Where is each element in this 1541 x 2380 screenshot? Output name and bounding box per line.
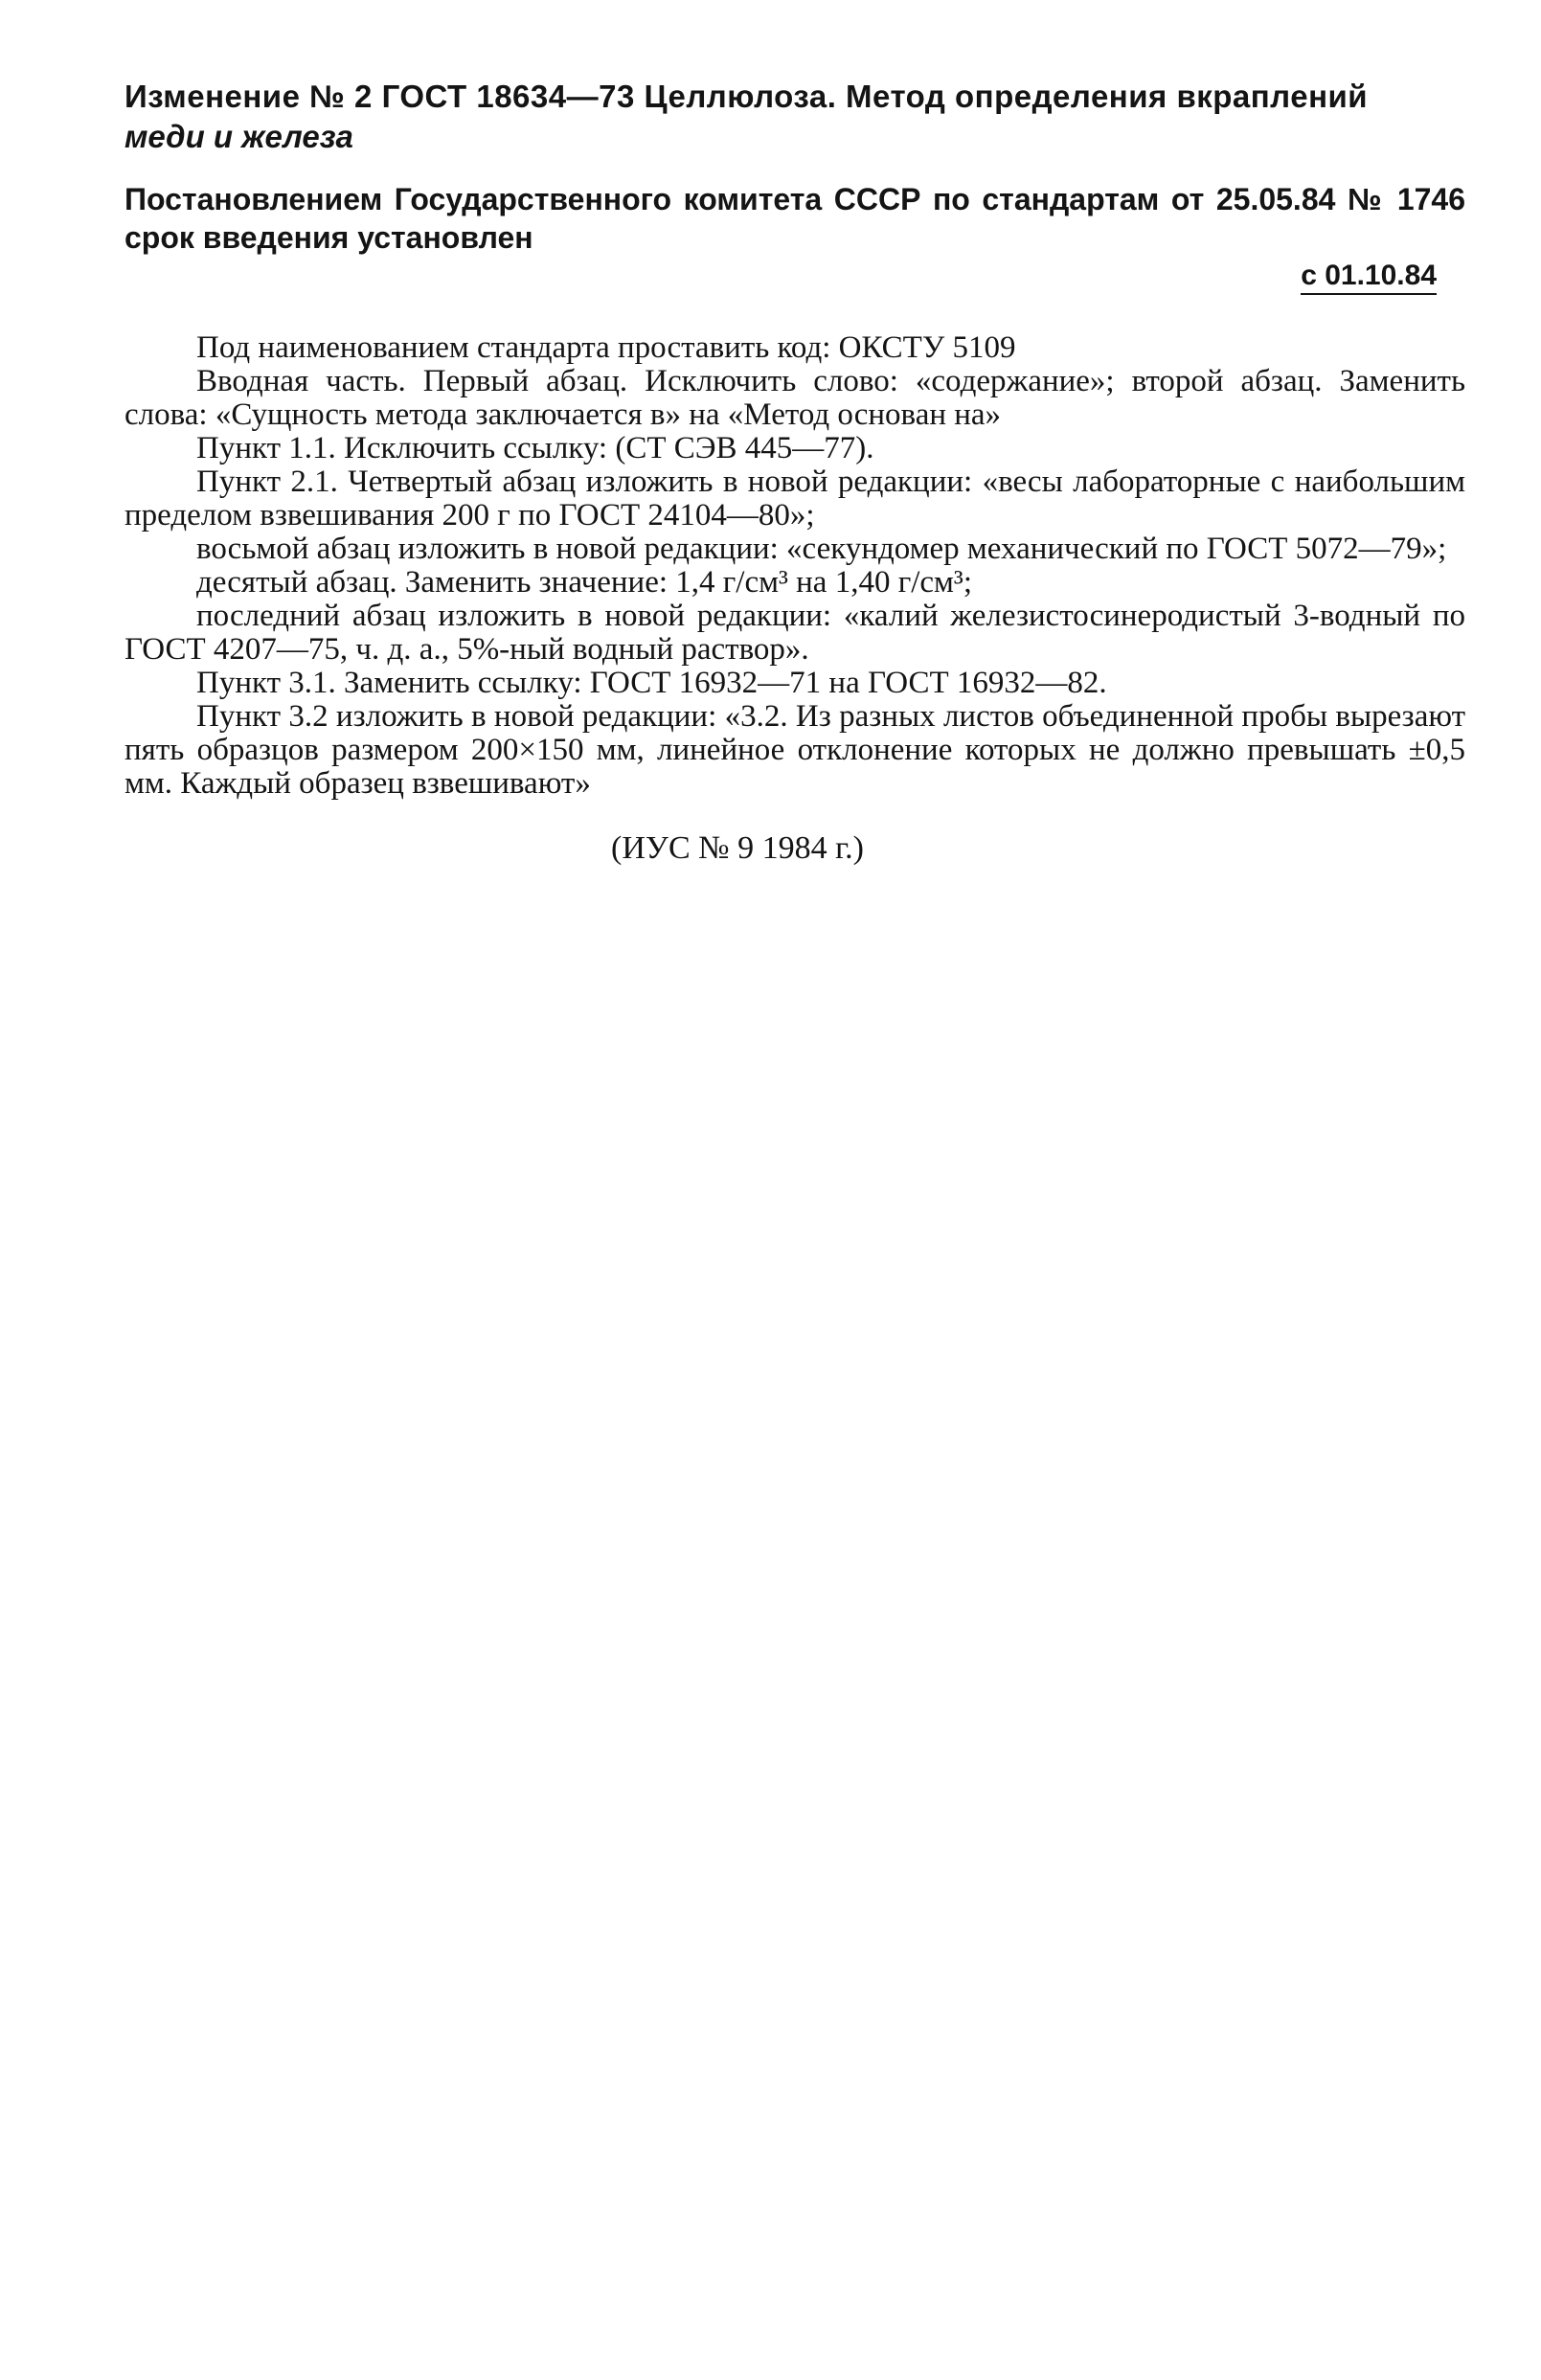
effective-date [125,259,1437,293]
amendment-heading [125,77,1465,157]
paragraph: Пункт 3.2 изложить в новой редакции: «3.2. Из разных листов объединенной пробы вырезают пять образцов размером 200×150 мм, линейное отклонение которых не должно превышать ±0,5 мм. Каждый образец взвешивают» [125,699,1465,801]
resolution-text: Постановлением Государственного комитета СССР по стандартам от 25.05.84 № 1746 срок введения установлен [125,182,1465,255]
paragraph: Пункт 1.1. Исключить ссылку: (СТ СЭВ 445—77). [196,431,874,465]
effective-date-value: с 01.10.84 [1301,260,1437,295]
amendment-title: Изменение № 2 ГОСТ 18634—73 Целлюлоза. Метод определения вкраплений [125,79,1369,114]
paragraph: последний абзац изложить в новой редакции: «калий железистосинеродистый 3-водный по ГОСТ 4207—75, ч. д. а., 5%-ный водный раствор». [125,599,1465,667]
paragraph: десятый абзац. Заменить значение: 1,4 г/см³ на 1,40 г/см³; [196,565,972,600]
paragraph: Вводная часть. Первый абзац. Исключить слово: «содержание»; второй абзац. Заменить слова: «Сущность метода заключается в» на «Метод основан на» [125,364,1465,432]
paragraph: восьмой абзац изложить в новой редакции: «секундомер механический по ГОСТ 5072—79»; [196,532,1447,566]
source-note: (ИУС № 9 1984 г.) [611,830,864,866]
amendment-subject: меди и железа [125,119,353,154]
paragraph: Пункт 2.1. Четвертый абзац изложить в новой редакции: «весы лабораторные с наибольшим пределом взвешивания 200 г по ГОСТ 24104—80»; [125,465,1465,533]
paragraph: Пункт 3.1. Заменить ссылку: ГОСТ 16932—71 на ГОСТ 16932—82. [196,666,1107,700]
amendment-body [125,331,1465,801]
paragraph: Под наименованием стандарта проставить код: ОКСТУ 5109 [196,330,1016,365]
document-page [125,77,1465,868]
